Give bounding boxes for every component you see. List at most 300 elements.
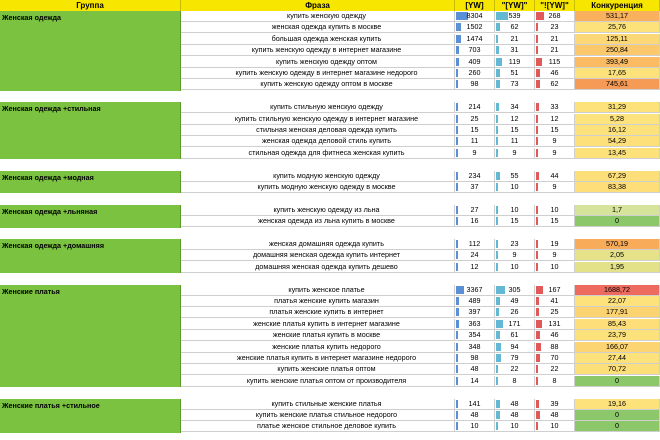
exact-data-bar — [536, 183, 538, 191]
competition-cell[interactable] — [575, 114, 660, 124]
yw-cell[interactable] — [455, 125, 495, 135]
yw-cell[interactable] — [455, 114, 495, 124]
quoted-yw-cell[interactable] — [495, 353, 535, 363]
phrase-cell[interactable] — [181, 216, 455, 226]
competition-cell[interactable] — [575, 148, 660, 158]
table-row[interactable] — [181, 11, 660, 22]
phrase-cell[interactable] — [181, 171, 455, 181]
quoted-yw-cell-value: 55 — [510, 170, 519, 180]
quoted-yw-cell[interactable] — [495, 125, 535, 135]
exact-yw-cell[interactable] — [535, 171, 575, 181]
yw-cell-value: 1474 — [466, 33, 483, 43]
quoted-yw-cell[interactable] — [495, 22, 535, 32]
exact-yw-cell[interactable] — [535, 376, 575, 386]
exact-yw-cell-value: 15 — [550, 216, 559, 226]
exact-data-bar — [536, 80, 540, 88]
phrase-cell[interactable] — [181, 296, 455, 306]
exact-yw-cell-value: 8 — [552, 375, 557, 385]
quoted-yw-cell[interactable] — [495, 410, 535, 420]
yw-data-bar — [456, 217, 458, 225]
yw-cell-value: 37 — [470, 182, 479, 191]
quoted-data-bar — [496, 240, 498, 248]
exact-yw-cell-value: 46 — [550, 68, 559, 77]
quoted-yw-cell[interactable] — [495, 102, 535, 112]
table-row[interactable] — [181, 34, 660, 45]
yw-cell[interactable] — [455, 205, 495, 215]
exact-yw-cell[interactable] — [535, 34, 575, 44]
competition-cell-value: 393,49 — [606, 56, 628, 66]
yw-cell-value: 48 — [470, 364, 479, 374]
exact-yw-cell-value: 10 — [550, 261, 559, 271]
group-separator — [0, 91, 660, 102]
table-row[interactable] — [181, 79, 660, 90]
exact-yw-cell[interactable] — [535, 307, 575, 317]
exact-yw-cell[interactable] — [535, 114, 575, 124]
quoted-yw-cell-value: 23 — [510, 239, 519, 248]
table-row[interactable] — [181, 239, 660, 250]
phrase-cell-value: купить модную женскую одежду в москве — [257, 182, 396, 191]
competition-cell[interactable] — [575, 11, 660, 21]
yw-data-bar — [456, 354, 458, 362]
phrase-cell-value: женские платья купить в интернет магазине недорого — [236, 353, 417, 362]
yw-cell-value: 15 — [470, 125, 479, 134]
phrase-cell[interactable] — [181, 262, 455, 272]
quoted-yw-cell[interactable] — [495, 319, 535, 329]
group-separator — [0, 273, 660, 284]
yw-cell-value: 354 — [468, 330, 481, 340]
exact-data-bar — [536, 23, 538, 31]
phrase-cell[interactable] — [181, 68, 455, 78]
phrase-cell[interactable] — [181, 353, 455, 363]
table-row[interactable] — [181, 136, 660, 147]
yw-cell[interactable] — [455, 296, 495, 306]
exact-yw-cell[interactable] — [535, 205, 575, 215]
exact-yw-cell[interactable] — [535, 79, 575, 89]
competition-cell[interactable] — [575, 125, 660, 135]
exact-yw-cell-value: 88 — [550, 341, 559, 351]
table-row[interactable] — [181, 205, 660, 216]
table-row[interactable] — [181, 68, 660, 79]
table-row[interactable] — [181, 342, 660, 353]
yw-cell[interactable] — [455, 307, 495, 317]
competition-cell[interactable] — [575, 330, 660, 340]
yw-cell[interactable] — [455, 399, 495, 409]
quoted-yw-cell-value: 10 — [510, 261, 519, 271]
exact-yw-cell-value: 39 — [550, 398, 559, 408]
phrase-cell[interactable] — [181, 102, 455, 112]
exact-data-bar — [536, 217, 538, 225]
competition-cell[interactable] — [575, 364, 660, 374]
yw-cell[interactable] — [455, 182, 495, 192]
competition-cell[interactable] — [575, 136, 660, 146]
quoted-yw-cell[interactable] — [495, 250, 535, 260]
yw-cell[interactable] — [455, 330, 495, 340]
phrase-cell[interactable] — [181, 330, 455, 340]
quoted-data-bar — [496, 12, 508, 20]
quoted-yw-cell[interactable] — [495, 285, 535, 295]
group-cell[interactable]: Женские платья — [0, 285, 181, 388]
header-quoted-yw[interactable]: "[YW]" — [495, 0, 535, 11]
quoted-yw-cell[interactable] — [495, 296, 535, 306]
exact-yw-cell[interactable] — [535, 285, 575, 295]
exact-yw-cell-value: 62 — [550, 79, 559, 89]
quoted-data-bar — [496, 206, 498, 214]
exact-yw-cell[interactable] — [535, 45, 575, 55]
phrase-cell-value: женская одежда купить в москве — [271, 22, 382, 32]
group-cell[interactable]: Женская одежда +модная — [0, 171, 181, 194]
quoted-yw-cell[interactable] — [495, 364, 535, 374]
yw-data-bar — [456, 365, 458, 373]
competition-cell[interactable] — [575, 79, 660, 89]
exact-yw-cell[interactable] — [535, 342, 575, 352]
yw-cell-value: 14 — [470, 375, 479, 385]
group-cell[interactable]: Женская одежда +стильная — [0, 102, 181, 159]
exact-yw-cell[interactable] — [535, 250, 575, 260]
yw-cell[interactable] — [455, 319, 495, 329]
exact-yw-cell-value: 21 — [550, 45, 559, 55]
quoted-yw-cell-value: 49 — [510, 296, 519, 305]
competition-cell[interactable] — [575, 342, 660, 352]
exact-yw-cell[interactable] — [535, 410, 575, 420]
quoted-yw-cell[interactable] — [495, 148, 535, 158]
competition-cell[interactable] — [575, 68, 660, 78]
quoted-yw-cell[interactable] — [495, 68, 535, 78]
competition-cell[interactable] — [575, 182, 660, 192]
table-row[interactable] — [181, 125, 660, 136]
exact-data-bar — [536, 365, 538, 373]
quoted-data-bar — [496, 69, 500, 77]
phrase-cell[interactable] — [181, 239, 455, 249]
competition-cell[interactable] — [575, 399, 660, 409]
competition-cell[interactable] — [575, 250, 660, 260]
quoted-yw-cell-value: 48 — [510, 398, 519, 408]
exact-yw-cell-value: 10 — [550, 421, 559, 431]
exact-yw-cell[interactable] — [535, 319, 575, 329]
yw-cell[interactable] — [455, 239, 495, 249]
table-row[interactable] — [181, 307, 660, 318]
quoted-yw-cell[interactable] — [495, 171, 535, 181]
table-row[interactable] — [181, 296, 660, 307]
yw-cell[interactable] — [455, 421, 495, 431]
quoted-yw-cell-value: 171 — [508, 318, 521, 328]
table-row[interactable] — [181, 353, 660, 364]
yw-cell[interactable] — [455, 353, 495, 363]
yw-cell-value: 348 — [468, 341, 481, 351]
phrase-cell-value: купить женскую одежду — [287, 11, 366, 20]
yw-data-bar — [456, 286, 464, 294]
yw-data-bar — [456, 422, 458, 430]
table-row[interactable] — [181, 319, 660, 330]
phrase-cell[interactable] — [181, 307, 455, 317]
quoted-data-bar — [496, 377, 498, 385]
competition-cell-value: 83,38 — [608, 182, 626, 191]
competition-cell[interactable] — [575, 296, 660, 306]
competition-cell-value: 125,11 — [606, 33, 628, 43]
quoted-data-bar — [496, 263, 498, 271]
phrase-cell-value: купить женские платья оптом — [277, 364, 376, 374]
quoted-yw-cell[interactable] — [495, 342, 535, 352]
exact-yw-cell[interactable] — [535, 353, 575, 363]
competition-cell[interactable] — [575, 285, 660, 295]
phrase-cell[interactable] — [181, 364, 455, 374]
exact-yw-cell-value: 41 — [550, 296, 559, 305]
competition-cell-value: 54,29 — [608, 136, 626, 146]
quoted-yw-cell-value: 11 — [510, 136, 519, 146]
yw-data-bar — [456, 103, 458, 111]
yw-data-bar — [456, 137, 458, 145]
competition-cell-value: 16,12 — [608, 125, 626, 134]
exact-yw-cell-value: 9 — [552, 136, 557, 146]
quoted-yw-cell[interactable] — [495, 399, 535, 409]
competition-cell-value: 531,17 — [606, 11, 628, 20]
phrase-cell-value: стильная женская деловая одежда купить — [256, 125, 397, 134]
quoted-yw-cell[interactable] — [495, 330, 535, 340]
header-group[interactable]: Группа — [0, 0, 181, 11]
exact-yw-cell[interactable] — [535, 262, 575, 272]
quoted-yw-cell[interactable] — [495, 114, 535, 124]
yw-data-bar — [456, 46, 459, 54]
yw-cell-value: 489 — [468, 296, 481, 305]
quoted-yw-cell[interactable] — [495, 262, 535, 272]
competition-cell-value: 0 — [615, 216, 619, 226]
exact-yw-cell-value: 131 — [548, 318, 561, 328]
competition-cell[interactable] — [575, 57, 660, 67]
exact-yw-cell[interactable] — [535, 57, 575, 67]
yw-cell[interactable] — [455, 262, 495, 272]
phrase-cell-value: женские платья купить недорого — [272, 341, 381, 351]
phrase-cell-value: женская одежда из льна купить в москве — [258, 216, 395, 226]
quoted-yw-cell[interactable] — [495, 79, 535, 89]
phrase-cell[interactable] — [181, 250, 455, 260]
exact-yw-cell-value: 10 — [550, 204, 559, 214]
exact-yw-cell[interactable] — [535, 399, 575, 409]
quoted-yw-cell[interactable] — [495, 376, 535, 386]
exact-data-bar — [536, 377, 538, 385]
competition-cell[interactable] — [575, 421, 660, 431]
quoted-yw-cell-value: 10 — [510, 204, 519, 214]
phrase-cell[interactable] — [181, 399, 455, 409]
quoted-data-bar — [496, 115, 498, 123]
competition-cell[interactable] — [575, 307, 660, 317]
table-row[interactable] — [181, 399, 660, 410]
exact-yw-cell[interactable] — [535, 136, 575, 146]
quoted-yw-cell-value: 22 — [510, 364, 519, 374]
yw-cell-value: 16 — [470, 216, 479, 226]
phrase-cell[interactable] — [181, 57, 455, 67]
yw-data-bar — [456, 35, 461, 43]
table-row[interactable] — [181, 148, 660, 159]
exact-yw-cell-value: 21 — [550, 33, 559, 43]
competition-cell[interactable] — [575, 262, 660, 272]
yw-cell[interactable] — [455, 136, 495, 146]
competition-cell[interactable] — [575, 102, 660, 112]
competition-cell[interactable] — [575, 410, 660, 420]
exact-data-bar — [536, 69, 540, 77]
competition-cell-value: 0 — [615, 375, 619, 385]
yw-cell-value: 9 — [472, 147, 477, 157]
yw-data-bar — [456, 297, 459, 305]
quoted-yw-cell-value: 34 — [510, 102, 519, 112]
phrase-cell[interactable] — [181, 148, 455, 158]
quoted-yw-cell[interactable] — [495, 57, 535, 67]
phrase-cell[interactable] — [181, 410, 455, 420]
header-exact-yw[interactable]: "![YW]" — [535, 0, 575, 11]
table-row[interactable] — [181, 285, 660, 296]
phrase-cell[interactable] — [181, 285, 455, 295]
yw-cell[interactable] — [455, 148, 495, 158]
phrase-cell[interactable] — [181, 125, 455, 135]
table-row[interactable] — [181, 216, 660, 227]
quoted-yw-cell-value: 21 — [510, 33, 519, 43]
yw-cell[interactable] — [455, 57, 495, 67]
phrase-cell[interactable] — [181, 11, 455, 21]
table-row[interactable] — [181, 262, 660, 273]
competition-cell-value: 1,95 — [610, 261, 624, 271]
phrase-cell[interactable] — [181, 45, 455, 55]
competition-cell-value: 177,91 — [606, 307, 628, 317]
yw-cell-value: 234 — [468, 170, 481, 180]
table-row[interactable] — [181, 22, 660, 33]
phrase-cell-value: женские платья купить в интернет магазине — [253, 318, 400, 328]
yw-cell[interactable] — [455, 22, 495, 32]
table-row[interactable] — [181, 376, 660, 387]
exact-yw-cell-value: 23 — [550, 22, 559, 32]
yw-cell[interactable] — [455, 376, 495, 386]
yw-cell-value: 24 — [470, 250, 479, 260]
competition-cell[interactable] — [575, 353, 660, 363]
competition-cell-value: 85,43 — [608, 318, 626, 328]
table-row[interactable] — [181, 171, 660, 182]
group-separator — [0, 193, 660, 204]
yw-cell[interactable] — [455, 171, 495, 181]
table-row[interactable] — [181, 102, 660, 113]
exact-yw-cell[interactable] — [535, 182, 575, 192]
yw-cell[interactable] — [455, 68, 495, 78]
yw-cell[interactable] — [455, 102, 495, 112]
quoted-data-bar — [496, 286, 505, 294]
exact-yw-cell[interactable] — [535, 11, 575, 21]
competition-cell[interactable] — [575, 205, 660, 215]
quoted-yw-cell[interactable] — [495, 216, 535, 226]
header-yw[interactable]: [YW] — [455, 0, 495, 11]
exact-yw-cell[interactable] — [535, 102, 575, 112]
quoted-yw-cell[interactable] — [495, 45, 535, 55]
exact-yw-cell[interactable] — [535, 296, 575, 306]
phrase-cell[interactable] — [181, 136, 455, 146]
quoted-yw-cell[interactable] — [495, 205, 535, 215]
exact-data-bar — [536, 103, 539, 111]
table-row[interactable] — [181, 114, 660, 125]
exact-yw-cell[interactable] — [535, 239, 575, 249]
exact-yw-cell[interactable] — [535, 68, 575, 78]
yw-cell[interactable] — [455, 364, 495, 374]
phrase-cell[interactable] — [181, 376, 455, 386]
phrase-cell[interactable] — [181, 22, 455, 32]
competition-cell[interactable] — [575, 216, 660, 226]
group-cell[interactable]: Женская одежда +домашняя — [0, 239, 181, 273]
yw-cell[interactable] — [455, 342, 495, 352]
yw-cell[interactable] — [455, 45, 495, 55]
phrase-cell[interactable] — [181, 79, 455, 89]
competition-cell-value: 25,76 — [608, 22, 626, 32]
competition-cell[interactable] — [575, 45, 660, 55]
exact-yw-cell-value: 19 — [550, 239, 559, 248]
competition-cell[interactable] — [575, 376, 660, 386]
phrase-cell[interactable] — [181, 421, 455, 431]
table-row[interactable] — [181, 330, 660, 341]
competition-cell[interactable] — [575, 239, 660, 249]
quoted-yw-cell-value: 62 — [510, 22, 519, 32]
header-phrase[interactable]: Фраза — [181, 0, 455, 11]
exact-yw-cell[interactable] — [535, 330, 575, 340]
yw-data-bar — [456, 251, 458, 259]
yw-data-bar — [456, 320, 459, 328]
phrase-cell[interactable] — [181, 342, 455, 352]
competition-cell[interactable] — [575, 34, 660, 44]
phrase-cell-value: купить женское платье — [288, 284, 365, 294]
yw-cell-value: 363 — [468, 318, 481, 328]
phrase-cell[interactable] — [181, 205, 455, 215]
exact-yw-cell[interactable] — [535, 22, 575, 32]
phrase-cell[interactable] — [181, 182, 455, 192]
quoted-yw-cell-value: 15 — [510, 125, 519, 134]
exact-yw-cell[interactable] — [535, 421, 575, 431]
phrase-cell[interactable] — [181, 319, 455, 329]
yw-cell[interactable] — [455, 79, 495, 89]
yw-cell[interactable] — [455, 410, 495, 420]
competition-cell[interactable] — [575, 22, 660, 32]
header-competition[interactable]: Конкуренция — [575, 0, 660, 11]
table-row[interactable] — [181, 45, 660, 56]
yw-cell[interactable] — [455, 250, 495, 260]
quoted-yw-cell[interactable] — [495, 136, 535, 146]
competition-cell[interactable] — [575, 171, 660, 181]
group-cell[interactable]: Женская одежда +льняная — [0, 205, 181, 228]
phrase-cell[interactable] — [181, 34, 455, 44]
exact-data-bar — [536, 297, 539, 305]
table-row[interactable] — [181, 410, 660, 421]
yw-cell-value: 8304 — [466, 11, 483, 20]
yw-cell-value: 11 — [470, 136, 479, 146]
quoted-yw-cell[interactable] — [495, 307, 535, 317]
quoted-yw-cell[interactable] — [495, 421, 535, 431]
exact-yw-cell[interactable] — [535, 364, 575, 374]
exact-yw-cell[interactable] — [535, 148, 575, 158]
yw-cell[interactable] — [455, 34, 495, 44]
table-row[interactable] — [181, 182, 660, 193]
table-row[interactable] — [181, 421, 660, 432]
exact-yw-cell[interactable] — [535, 216, 575, 226]
competition-cell[interactable] — [575, 319, 660, 329]
exact-yw-cell-value: 22 — [550, 364, 559, 374]
yw-cell-value: 1502 — [466, 22, 483, 32]
quoted-yw-cell[interactable] — [495, 239, 535, 249]
yw-cell[interactable] — [455, 11, 495, 21]
quoted-yw-cell[interactable] — [495, 182, 535, 192]
yw-cell[interactable] — [455, 216, 495, 226]
table-row[interactable] — [181, 364, 660, 375]
group-cell[interactable]: Женская одежда — [0, 11, 181, 91]
quoted-yw-cell[interactable] — [495, 34, 535, 44]
table-row[interactable] — [181, 250, 660, 261]
quoted-yw-cell[interactable] — [495, 11, 535, 21]
exact-yw-cell[interactable] — [535, 125, 575, 135]
phrase-cell[interactable] — [181, 114, 455, 124]
exact-yw-cell-value: 46 — [550, 330, 559, 340]
group-cell[interactable]: Женские платья +стильное — [0, 399, 181, 433]
table-row[interactable] — [181, 57, 660, 68]
yw-cell[interactable] — [455, 285, 495, 295]
